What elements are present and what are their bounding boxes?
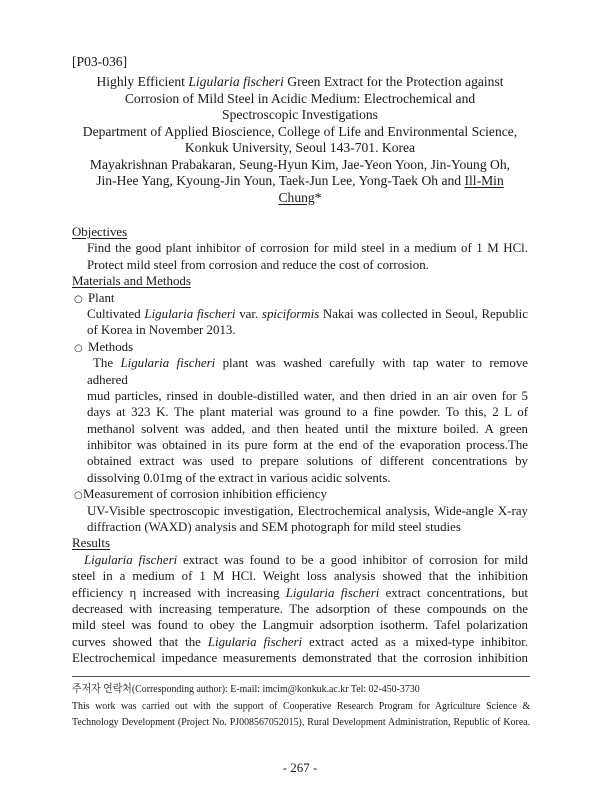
methods-text-line: mud particles, rinsed in double-distilled water, and then dried in an air oven for 5 — [87, 388, 528, 403]
text-run: efficiency η increased with increasing — [72, 585, 286, 600]
results-heading-row — [72, 535, 528, 551]
objectives-heading: Objectives — [72, 225, 128, 239]
affiliation-line: Department of Applied Bioscience, College of Life and Environmental Science, — [82, 123, 518, 139]
text-run: * — [314, 189, 322, 205]
footnote-block — [72, 681, 530, 731]
abstract-body — [72, 224, 528, 667]
text-run: extract concentrations, but — [379, 585, 528, 600]
plant-label: Plant — [88, 290, 115, 305]
objective-line: Protect mild steel from corrosion and reduce the cost of corrosion. — [87, 257, 429, 272]
italic-text-run: Ligularia fischeri — [188, 74, 284, 89]
text-run: Cultivated — [87, 306, 145, 321]
underlined-text-run: Ill-Min — [464, 173, 504, 188]
affiliation-line: Konkuk University, Seoul 143-701. Korea — [184, 140, 416, 155]
text-run: plant was washed carefully with tap water to remove — [215, 356, 529, 371]
methods-text-line: dissolving 0.01mg of the extract in various acidic solvents. — [87, 470, 391, 485]
title-line — [72, 74, 528, 91]
page-number: - 267 - — [282, 760, 318, 775]
italic-text-run: Ligularia fischeri — [84, 552, 178, 567]
text-run: The — [93, 356, 121, 371]
text-run: var. — [235, 306, 262, 321]
results-heading: Results — [72, 536, 110, 551]
text-run: Green Extract for the Protection against — [283, 74, 504, 89]
methods-label: Methods — [88, 339, 134, 354]
text-run: Highly Efficient — [96, 74, 189, 89]
results-text-line — [72, 585, 528, 601]
results-text-line — [72, 634, 528, 650]
plant-text-line — [72, 306, 528, 322]
measurement-text-line: UV-Visible spectroscopic investigation, Electrochemical analysis, Wide-angle X-ray — [87, 503, 528, 518]
corresponding-author-contact: 주저자 연락처(Corresponding author): E-mail: imcim@konkuk.ac.kr Tel: 02-450-3730 — [72, 683, 420, 695]
italic-text-run: Ligularia fischeri — [144, 306, 236, 321]
methods-text-line: adhered — [87, 372, 128, 387]
results-text-line: steel in a medium of 1 M HCl. Weight loss analysis showed that the inhibition — [72, 569, 528, 584]
italic-text-run: spiciformis — [261, 306, 320, 321]
objectives-heading-row — [72, 224, 528, 240]
methods-text-line: methanol solvent was added, and then heated until the mixture boiled. A green — [87, 421, 528, 436]
text-run: extract acted as a mixed-type inhibitor. — [302, 634, 529, 649]
text-run: Nakai was collected in Seoul, Republic — [319, 306, 528, 321]
methods-text-line — [72, 355, 528, 371]
methods-text-line: inhibitor was obtained in its pure form at the end of the evaporation process.The — [87, 438, 528, 453]
author-line — [72, 173, 528, 190]
measurement-subheading — [72, 486, 528, 502]
funding-note-line: Technology Development (Project No. PJ008567052015), Rural Development Administration, Republic of Korea. — [72, 716, 531, 728]
circle-bullet-icon: ○ — [74, 293, 83, 305]
circle-bullet-icon: ○ — [74, 342, 83, 354]
text-run: curves showed that the — [72, 634, 208, 649]
text-run: extract was found to be a good inhibitor of corrosion for mild — [177, 552, 528, 567]
italic-text-run: Ligularia fischeri — [207, 634, 303, 649]
footnote-divider — [72, 676, 530, 677]
methods-text-line: obtained extract was used to prepare solutions of different concentrations by — [87, 454, 528, 469]
circle-bullet-icon: ○ — [74, 490, 83, 502]
methods-text-line: days at 323 K. The plant material was ground to a fine powder. To this, 2 L of — [87, 405, 528, 420]
author-line: Mayakrishnan Prabakaran, Seung-Hyun Kim, Jae-Yeon Yoon, Jin-Young Oh, — [89, 156, 511, 172]
italic-text-run: Ligularia fischeri — [285, 585, 380, 600]
materials-methods-heading-row — [72, 273, 528, 289]
plant-text-line: of Korea in November 2013. — [87, 323, 236, 338]
title-line: Spectroscopic Investigations — [222, 107, 378, 122]
results-text-line — [72, 552, 528, 568]
italic-text-run: Ligularia fischeri — [120, 356, 216, 371]
author-line — [72, 190, 528, 207]
header-block — [72, 54, 528, 71]
results-text-line: mild steel was found to obey the Langmuir adsorption isotherm. Tafel polarization — [72, 618, 528, 633]
title-block — [72, 74, 528, 206]
methods-subheading — [72, 339, 528, 355]
measurement-text-line: diffraction (WAXD) analysis and SEM photograph for mild steel studies — [87, 520, 461, 535]
results-text-line: Electrochemical impedance measurements demonstrated that the corrosion inhibition — [72, 651, 528, 666]
abstract-code: [P03-036] — [72, 54, 128, 69]
objective-line: Find the good plant inhibitor of corrosion for mild steel in a medium of 1 M HCl. — [87, 241, 528, 256]
underlined-text-run: Chung — [278, 189, 315, 205]
results-text-line: decreased with increasing temperature. The adsorption of these compounds on the — [72, 601, 528, 616]
measurement-label: Measurement of corrosion inhibition efficiency — [83, 487, 327, 502]
plant-subheading — [72, 290, 528, 306]
materials-methods-heading: Materials and Methods — [72, 274, 191, 289]
title-line: Corrosion of Mild Steel in Acidic Medium: Electrochemical and — [124, 90, 476, 106]
text-run: Jin-Hee Yang, Kyoung-Jin Youn, Taek-Jun Lee, Yong-Taek Oh and — [96, 173, 465, 188]
funding-note-line: This work was carried out with the support of Cooperative Research Program for Agriculture Science & — [72, 699, 531, 712]
